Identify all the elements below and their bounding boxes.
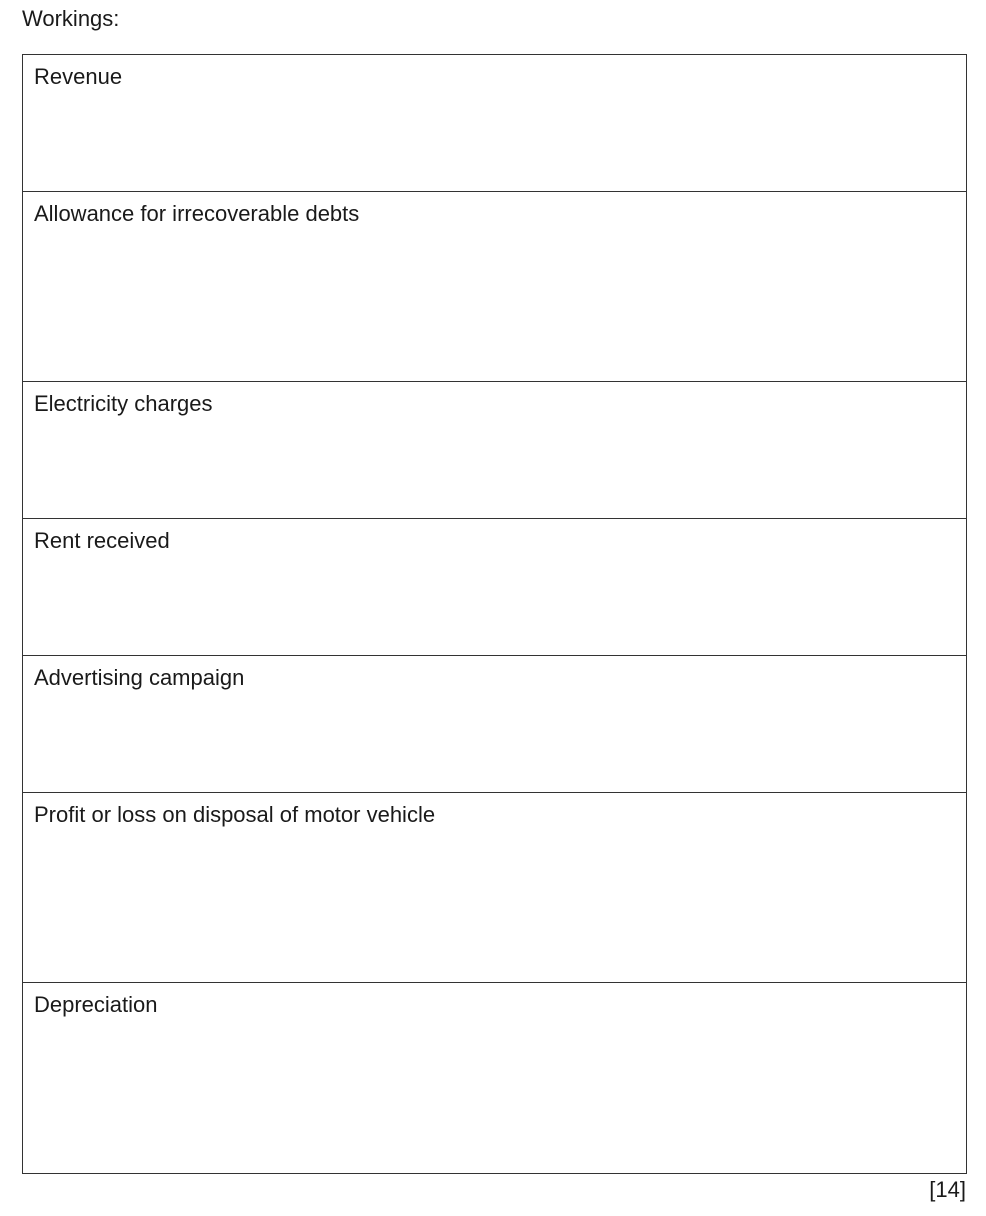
answer-box-revenue[interactable] <box>23 55 966 192</box>
answer-box-rent-received[interactable] <box>23 519 966 656</box>
marks-total: [14] <box>929 1177 966 1202</box>
answer-box-electricity-charges[interactable] <box>23 382 966 519</box>
section-label: Depreciation <box>34 992 158 1017</box>
answer-box-allowance-irrecoverable-debts[interactable] <box>23 192 966 382</box>
answer-box-disposal-motor-vehicle[interactable] <box>23 793 966 983</box>
answer-box-depreciation[interactable] <box>23 983 966 1173</box>
section-label: Profit or loss on disposal of motor vehicle <box>34 802 436 827</box>
section-label: Rent received <box>34 528 170 553</box>
section-label: Advertising campaign <box>34 665 245 690</box>
workings-table <box>22 54 967 1174</box>
answer-box-advertising-campaign[interactable] <box>23 656 966 793</box>
section-label: Electricity charges <box>34 391 213 416</box>
section-label: Allowance for irrecoverable debts <box>34 201 360 226</box>
workings-heading: Workings: <box>22 6 120 31</box>
section-label: Revenue <box>34 64 123 89</box>
